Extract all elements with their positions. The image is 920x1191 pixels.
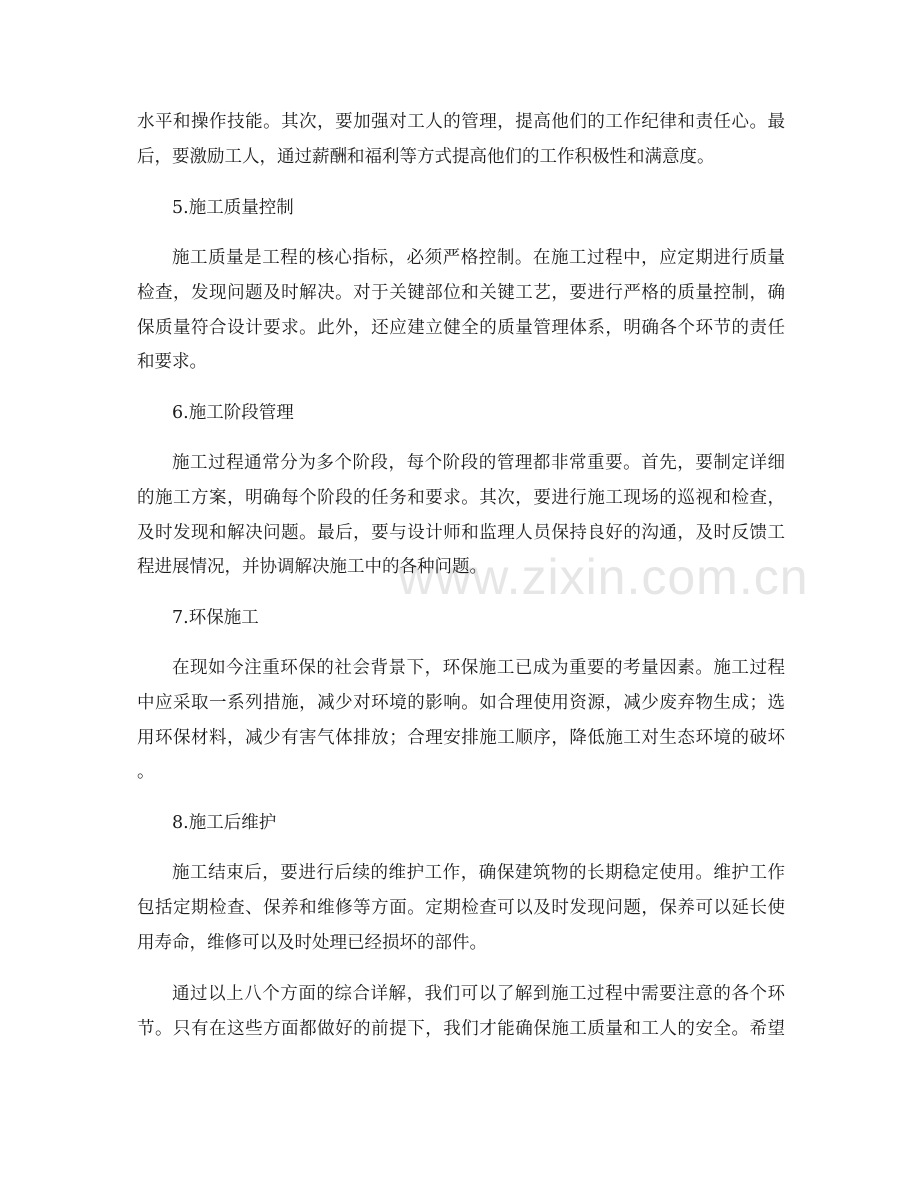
paragraph-line: 的施工方案，明确每个阶段的任务和要求。其次，要进行施工现场的巡视和检查， (137, 488, 785, 508)
paragraph-line: 用环保材料，减少有害气体排放；合理安排施工顺序，降低施工对生态环境的破坏 (137, 728, 785, 748)
section-heading: 8.施工后维护 (172, 813, 277, 833)
paragraph-line: 水平和操作技能。其次，要加强对工人的管理，提高他们的工作纪律和责任心。最 (137, 112, 785, 132)
paragraph-line: 施工过程通常分为多个阶段，每个阶段的管理都非常重要。首先，要制定详细 (172, 453, 785, 473)
paragraph-line: 和要求。 (137, 352, 207, 372)
paragraph-line: 检查，发现问题及时解决。对于关键部位和关键工艺，要进行严格的质量控制，确 (137, 283, 785, 303)
section-heading: 5.施工质量控制 (172, 198, 294, 218)
paragraph-line: 通过以上八个方面的综合详解，我们可以了解到施工过程中需要注意的各个环 (172, 984, 785, 1004)
paragraph-line: 用寿命，维修可以及时处理已经损坏的部件。 (137, 933, 487, 953)
paragraph-line: 。 (137, 762, 155, 782)
paragraph-line: 包括定期检查、保养和维修等方面。定期检查可以及时发现问题，保养可以延长使 (137, 898, 785, 918)
paragraph-line: 及时发现和解决问题。最后，要与设计师和监理人员保持良好的沟通，及时反馈工 (137, 523, 785, 543)
paragraph-line: 施工质量是工程的核心指标，必须严格控制。在施工过程中，应定期进行质量 (172, 248, 785, 268)
paragraph-line: 节。只有在这些方面都做好的前提下，我们才能确保施工质量和工人的安全。希望 (137, 1019, 785, 1039)
section-heading: 6.施工阶段管理 (172, 403, 294, 423)
paragraph-line: 在现如今注重环保的社会背景下，环保施工已成为重要的考量因素。施工过程 (172, 658, 785, 678)
paragraph-line: 程进展情况，并协调解决施工中的各种问题。 (137, 557, 487, 577)
paragraph-line: 保质量符合设计要求。此外，还应建立健全的质量管理体系，明确各个环节的责任 (137, 318, 785, 338)
paragraph-line: 中应采取一系列措施，减少对环境的影响。如合理使用资源，减少废弃物生成；选 (137, 693, 785, 713)
paragraph-line: 后，要激励工人，通过薪酬和福利等方式提高他们的工作积极性和满意度。 (137, 147, 715, 167)
watermark: www.zixin.com.cn (398, 549, 809, 605)
paragraph-line: 施工结束后，要进行后续的维护工作，确保建筑物的长期稳定使用。维护工作 (172, 863, 785, 883)
section-heading: 7.环保施工 (172, 608, 259, 628)
